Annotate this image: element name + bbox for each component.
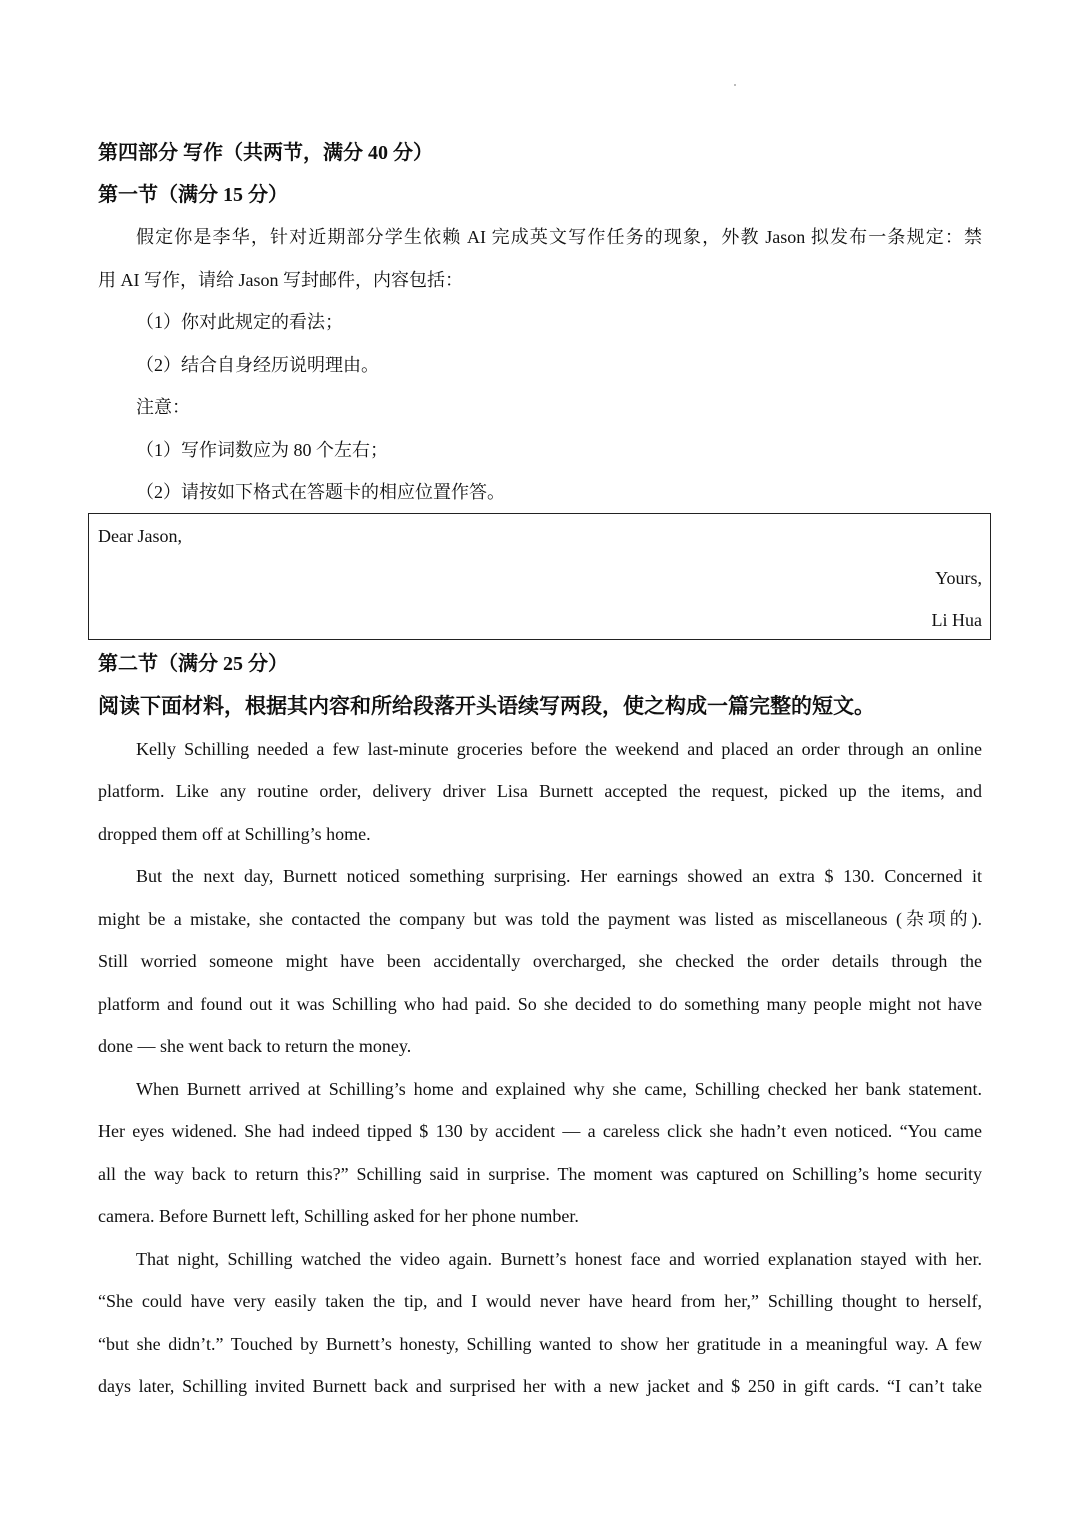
section1-prompt-line1: 假定你是李华，针对近期部分学生依赖 AI 完成英文写作任务的现象，外教 Jason 拟发布一条规定：禁 [136,227,982,247]
passage-line: When Burnett arrived at Schilling’s home and explained why she came, Schilling checked her bank statement. [136,1079,982,1099]
passage-line: platform. Like any routine order, delivery driver Lisa Burnett accepted the request, picked up the items, and [98,781,982,801]
passage-line: all the way back to return this?” Schilling said in surprise. The moment was captured on Schilling’s home security [98,1164,982,1184]
section2-title: 第二节（满分 25 分） [98,653,288,675]
passage-line: done — she went back to return the money. [98,1036,412,1056]
letter-closing: Yours, [935,568,982,588]
part-title: 第四部分 写作（共两节，满分 40 分） [98,142,433,164]
passage-line: days later, Schilling invited Burnett back and surprised her with a new jacket and $ 250 in gift cards. “I can’t take [98,1376,982,1396]
passage-line: That night, Schilling watched the video again. Burnett’s honest face and worried explanation stayed with her. [136,1249,982,1269]
passage-line: “but she didn’t.” Touched by Burnett’s honesty, Schilling wanted to show her gratitude in a meaningful way. A few [98,1334,982,1354]
passage-line: platform and found out it was Schilling who had paid. So she decided to do something many people might not have [98,994,982,1014]
passage-line: Kelly Schilling needed a few last-minute groceries before the weekend and placed an order through an online [136,739,982,759]
section2-task: 阅读下面材料，根据其内容和所给段落开头语续写两段，使之构成一篇完整的短文。 [98,694,875,718]
passage-line: Still worried someone might have been accidentally overcharged, she checked the order details through the [98,951,982,971]
section1-prompt-line2: 用 AI 写作，请给 Jason 写封邮件，内容包括： [98,270,463,290]
letter-format-box [88,513,991,640]
passage-line: But the next day, Burnett noticed something surprising. Her earnings showed an extra $ 130. Concerned it [136,866,982,886]
passage-line: “She could have very easily taken the tip, and I would never have heard from her,” Schilling thought to herself, [98,1291,982,1311]
passage-line: dropped them off at Schilling’s home. [98,824,371,844]
stray-dot [734,84,736,86]
content-item-1: （1）你对此规定的看法； [136,312,343,332]
note-item-1: （1）写作词数应为 80 个左右； [136,440,388,460]
note-item-2: （2）请按如下格式在答题卡的相应位置作答。 [136,482,505,502]
section1-title: 第一节（满分 15 分） [98,184,288,206]
passage-line: Her eyes widened. She had indeed tipped $ 130 by accident — a careless click she hadn’t even noticed. “You came [98,1121,982,1141]
passage-line: might be a mistake, she contacted the company but was told the payment was listed as miscellaneous (杂项的). [98,909,982,929]
passage-line: camera. Before Burnett left, Schilling asked for her phone number. [98,1206,579,1226]
note-label: 注意： [136,397,190,417]
letter-signature: Li Hua [931,610,982,630]
content-item-2: （2）结合自身经历说明理由。 [136,355,379,375]
letter-greeting: Dear Jason, [98,526,182,546]
